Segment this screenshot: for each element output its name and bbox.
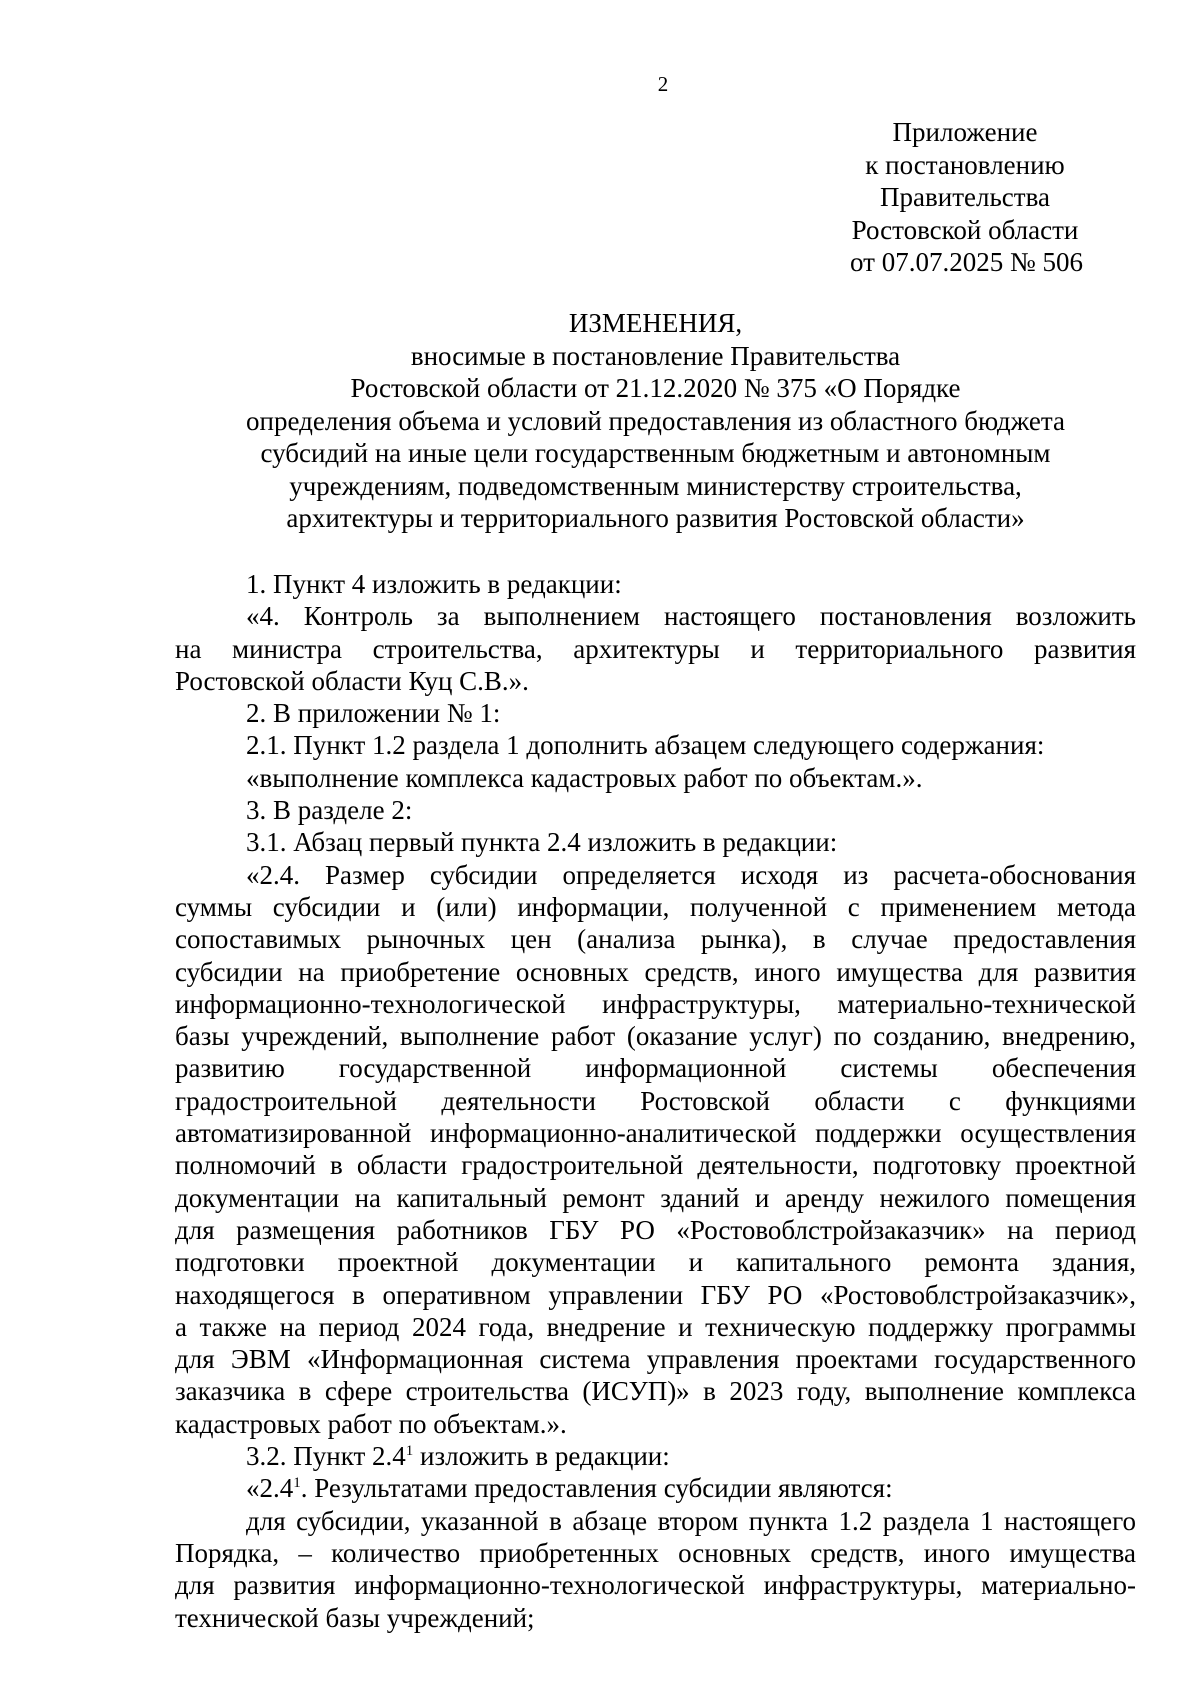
appendix-line: от 07.07.2025 № 506 bbox=[850, 247, 1083, 277]
body-line: «2.4. Размер субсидии определяется исходя из расчета-обоснования bbox=[246, 859, 1136, 890]
body-line: 1. Пункт 4 изложить в редакции: bbox=[246, 569, 622, 599]
body-line: для размещения работников ГБУ РО «Ростовоблстройзаказчик» на период bbox=[175, 1214, 1136, 1245]
body-line: документации на капитальный ремонт зданий и аренду нежилого помещения bbox=[175, 1182, 1136, 1213]
appendix-block bbox=[850, 116, 1083, 279]
body-line: 3.1. Абзац первый пункта 2.4 изложить в редакции: bbox=[246, 827, 838, 858]
title-heading: ИЗМЕНЕНИЯ, bbox=[568, 308, 743, 338]
body-line: градостроительной деятельности Ростовской области с функциями bbox=[175, 1085, 1136, 1116]
document-body bbox=[175, 568, 1136, 1634]
body-line: технической базы учреждений; bbox=[175, 1602, 535, 1633]
title-line: архитектуры и территориального развития Ростовской области» bbox=[286, 503, 1025, 533]
appendix-line: Ростовской области bbox=[851, 214, 1079, 245]
page-number: 2 bbox=[657, 72, 669, 96]
appendix-line: Приложение bbox=[892, 117, 1038, 147]
body-line: для ЭВМ «Информационная система управления проектами государственного bbox=[175, 1344, 1136, 1375]
body-line: для субсидии, указанной в абзаце втором пункта 1.2 раздела 1 настоящего bbox=[246, 1505, 1136, 1536]
body-line: находящегося в оперативном управлении ГБУ РО «Ростовоблстройзаказчик», bbox=[175, 1279, 1136, 1310]
body-line: «выполнение комплекса кадастровых работ по объектам.». bbox=[246, 762, 923, 793]
body-line: 2.1. Пункт 1.2 раздела 1 дополнить абзацем следующего содержания: bbox=[246, 730, 1045, 761]
appendix-line: к постановлению bbox=[865, 149, 1065, 180]
body-line: полномочий в области градостроительной деятельности, подготовку проектной bbox=[175, 1150, 1136, 1181]
body-line: 2. В приложении № 1: bbox=[246, 698, 501, 729]
superscript: 1 bbox=[405, 1443, 414, 1460]
body-line: подготовки проектной документации и капитального ремонта здания, bbox=[175, 1247, 1136, 1278]
body-line: суммы субсидии и (или) информации, полученной с применением метода bbox=[175, 891, 1136, 922]
body-line bbox=[175, 1472, 1136, 1504]
body-line bbox=[175, 1440, 1136, 1472]
body-line: Ростовской области Куц С.В.». bbox=[175, 665, 529, 696]
body-line: для развития информационно-технологической инфраструктуры, материально- bbox=[175, 1570, 1136, 1601]
body-line: сопоставимых рыночных цен (анализа рынка), в случае предоставления bbox=[175, 924, 1136, 955]
appendix-line: Правительства bbox=[880, 182, 1050, 212]
body-line: базы учреждений, выполнение работ (оказание услуг) по созданию, внедрению, bbox=[175, 1021, 1136, 1052]
body-line: заказчика в сфере строительства (ИСУП)» в 2023 году, выполнение комплекса bbox=[175, 1376, 1136, 1407]
body-line-text: изложить в редакции: bbox=[413, 1441, 670, 1472]
body-line: Порядка, – количество приобретенных основных средств, иного имущества bbox=[175, 1537, 1136, 1568]
document-title bbox=[175, 307, 1136, 535]
body-line: на министра строительства, архитектуры и территориального развития bbox=[175, 633, 1136, 664]
superscript: 1 bbox=[293, 1475, 301, 1492]
body-line-text: «2.4 bbox=[246, 1473, 294, 1504]
body-line: развитию государственной информационной системы обеспечения bbox=[175, 1053, 1136, 1084]
title-line: Ростовской области от 21.12.2020 № 375 «О Порядке bbox=[350, 373, 961, 403]
body-line: 3. В разделе 2: bbox=[246, 795, 413, 826]
body-line: кадастровых работ по объектам.». bbox=[175, 1408, 567, 1439]
body-line-text: . Результатами предоставления субсидии являются: bbox=[300, 1473, 893, 1504]
body-line: автоматизированной информационно-аналитической поддержки осуществления bbox=[175, 1118, 1136, 1149]
body-line: субсидии на приобретение основных средств, иного имущества для развития bbox=[175, 956, 1136, 987]
title-line: определения объема и условий предоставления из областного бюджета bbox=[246, 405, 1065, 436]
title-line: вносимые в постановление Правительства bbox=[410, 340, 901, 371]
body-line: а также на период 2024 года, внедрение и техническую поддержку программы bbox=[175, 1311, 1136, 1342]
body-line-text: 3.2. Пункт 2.4 bbox=[246, 1441, 406, 1472]
title-line: субсидий на иные цели государственным бюджетным и автономным bbox=[260, 438, 1051, 468]
body-line: «4. Контроль за выполнением настоящего постановления возложить bbox=[246, 601, 1136, 632]
body-line: информационно-технологической инфраструктуры, материально-технической bbox=[175, 988, 1136, 1019]
title-line: учреждениям, подведомственным министерству строительства, bbox=[289, 470, 1022, 501]
